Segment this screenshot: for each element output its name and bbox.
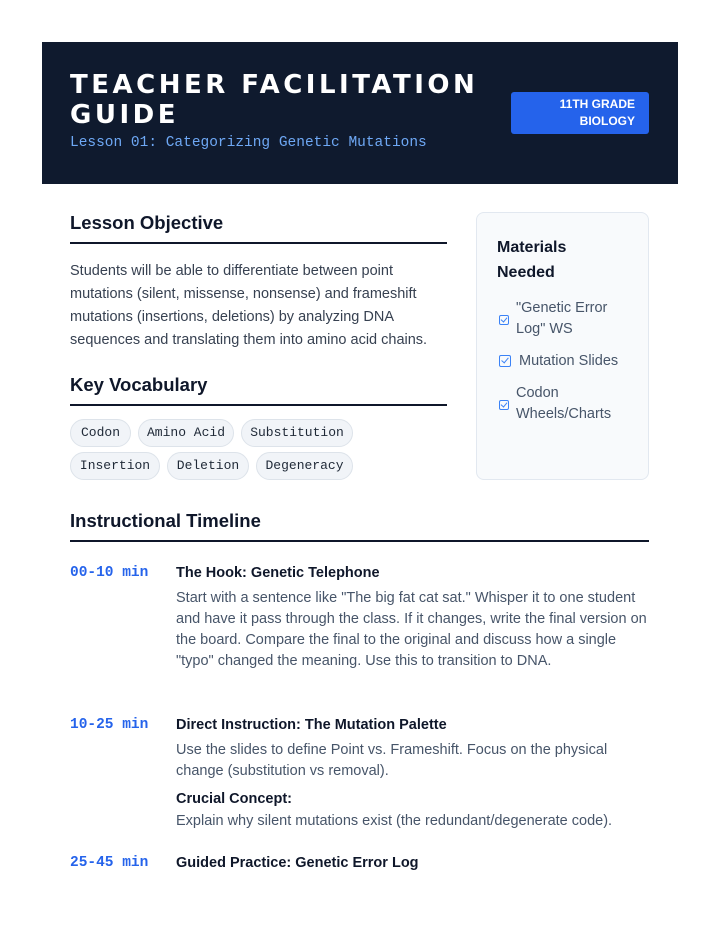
timeline-heading: Direct Instruction: The Mutation Palette	[176, 717, 447, 733]
grade-badge	[511, 92, 649, 134]
timeline-divider	[70, 540, 649, 542]
materials-title: Materials Needed	[497, 239, 567, 281]
vocab-chip-codon: Codon	[70, 419, 131, 447]
timeline-time: 25-45 min	[70, 855, 149, 871]
vocab-chip-deletion: Deletion	[167, 452, 249, 480]
vocab-chip-insertion: Insertion	[70, 452, 160, 480]
vocab-chip-degeneracy: Degeneracy	[256, 452, 353, 480]
crucial-concept-label: Crucial Concept:	[176, 791, 293, 807]
vocab-chip-substitution: Substitution	[241, 419, 353, 447]
objective-text: Students will be able to differentiate between point mutations (silent, missense, nonsense) and frameshift mutations (insertions, deletions) by analyzing DNA sequences and translating them into amino acid chains.	[70, 263, 428, 348]
crucial-concept-text: Explain why silent mutations exist (the redundant/degenerate code).	[176, 813, 613, 829]
timeline-time: 10-25 min	[70, 717, 149, 733]
header-banner	[42, 42, 678, 184]
timeline-heading: Guided Practice: Genetic Error Log	[176, 855, 419, 871]
grade-badge-grade: 11TH GRADE	[559, 97, 635, 111]
timeline-body: Use the slides to define Point vs. Frameshift. Focus on the physical change (substitution vs removal).	[176, 742, 608, 779]
checkbox-icon	[499, 400, 509, 410]
page-title: TEACHER FACILITATION GUIDE	[70, 70, 479, 130]
timeline-title: Instructional Timeline	[70, 510, 261, 531]
vocab-chip-amino-acid: Amino Acid	[138, 419, 234, 447]
checkbox-icon	[499, 355, 511, 367]
material-label: Mutation Slides	[519, 353, 619, 369]
vocabulary-divider	[70, 404, 447, 406]
checkbox-icon	[499, 315, 509, 325]
grade-badge-subject: BIOLOGY	[579, 114, 635, 128]
objective-title: Lesson Objective	[70, 212, 224, 233]
timeline-time: 00-10 min	[70, 565, 149, 581]
material-label: Codon Wheels/Charts	[516, 385, 612, 422]
timeline-heading: The Hook: Genetic Telephone	[176, 565, 380, 581]
timeline-body: Start with a sentence like "The big fat cat sat." Whisper it to one student and have it pass through the class. If it changes, write the final version on the board. Compare the final to the original and discuss how a single "typo" changed the meaning. Use this to transition to DNA.	[176, 590, 647, 669]
objective-divider	[70, 242, 447, 244]
materials-panel	[476, 212, 649, 480]
material-label: "Genetic Error Log" WS	[516, 300, 608, 337]
vocabulary-title: Key Vocabulary	[70, 374, 208, 395]
lesson-subtitle: Lesson 01: Categorizing Genetic Mutations	[70, 135, 427, 151]
